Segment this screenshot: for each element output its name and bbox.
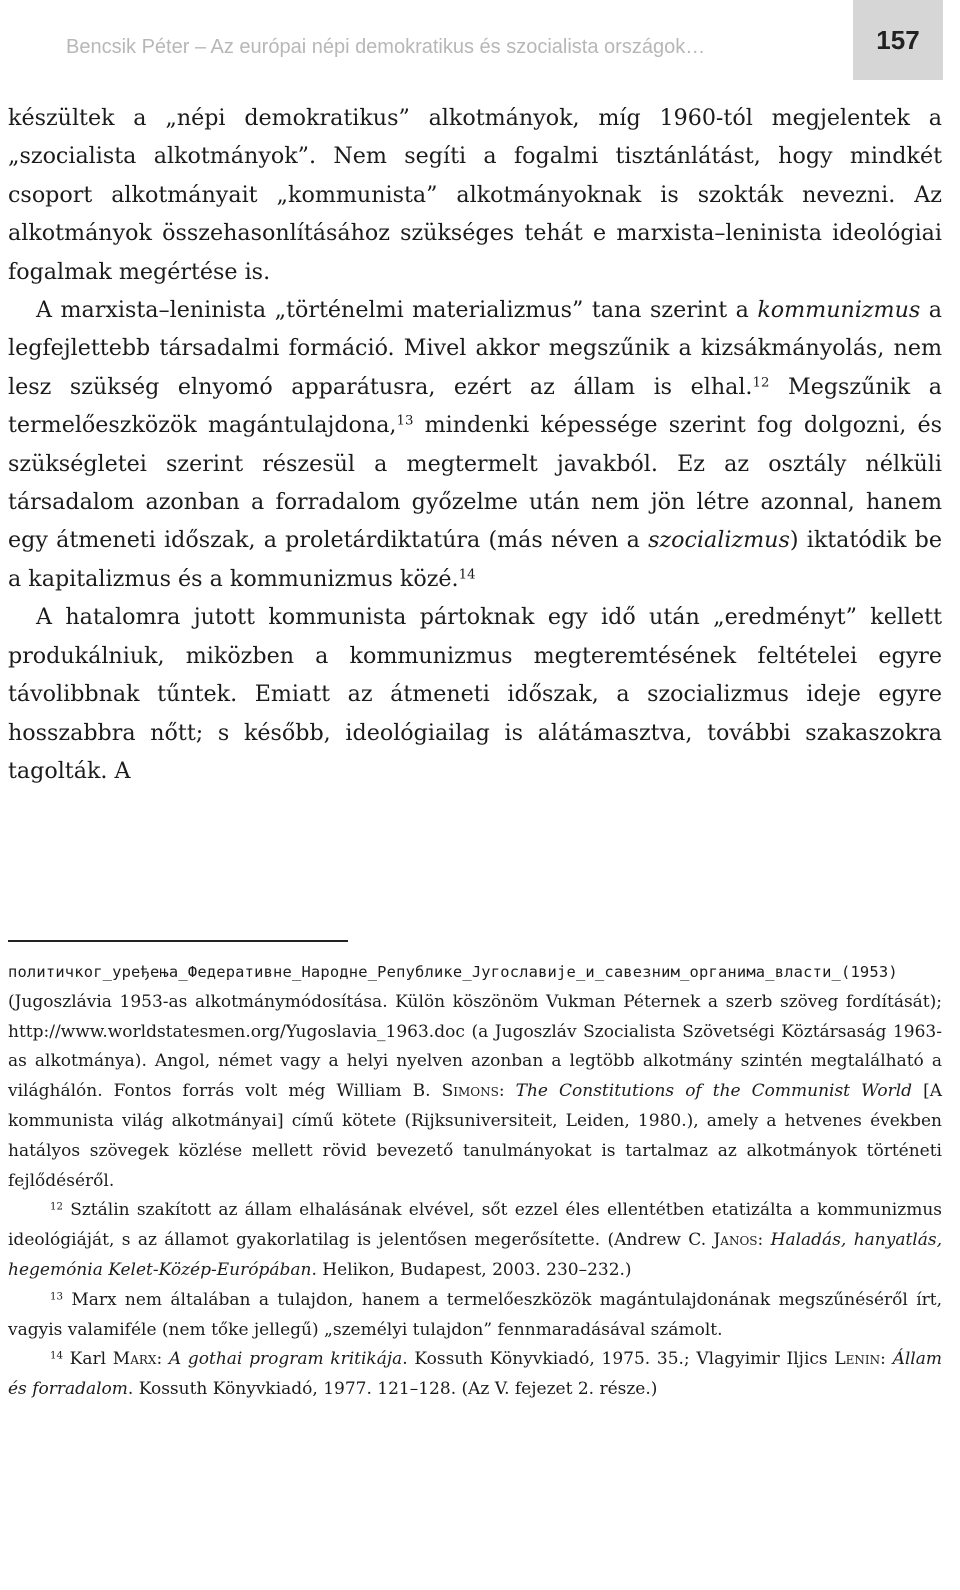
footnote-separator [8, 940, 348, 942]
footnote-ref-14[interactable]: 14 [458, 567, 476, 583]
book-title: A gothai program kritikája [168, 1349, 403, 1370]
paragraph-2-text: a legfejlettebb társadalmi formáció. Mivel akkor megszűnik a kizsákmányolás, nem lesz szükség elnyomó apparátusra, ezért az állam is elhal. [8, 297, 942, 400]
emphasis-szocializmus: szocializmus [648, 527, 790, 554]
footnote-text: : [757, 1230, 771, 1251]
footnote-text: . Kossuth Könyvkiadó, 1975. 35.; Vlagyimir Iljics [402, 1349, 835, 1370]
author-surname: Lenin [834, 1349, 881, 1370]
footnote-text: . Helikon, Budapest, 2003. 230–232.) [311, 1259, 632, 1280]
main-text [8, 99, 942, 790]
author-surname: Simons [441, 1081, 499, 1102]
book-title: Haladás, hanyatlás, hegemónia Kelet-Közép-Európában [8, 1230, 942, 1280]
footnotes [8, 958, 942, 1405]
footnote-text: . Kossuth Könyvkiadó, 1977. 121–128. (Az V. fejezet 2. része.) [127, 1379, 658, 1400]
footnote-text: [A kommunista világ alkotmányai] című kötete (Rijksuniversiteit, Leiden, 1980.), amely a hetvenes években hatályos szövegek közlése mellett rövid bevezető tanulmányokat is tartalmaz az alkotmányok történeti fejlődéséről. [8, 1081, 943, 1191]
footnote-text: Karl [62, 1349, 113, 1370]
running-head-title: Bencsik Péter – Az európai népi demokratikus és szocialista országok… [66, 36, 706, 58]
footnote-text: : [880, 1349, 893, 1370]
footnote-text: Marx nem általában a tulajdon, hanem a termelőeszközök magántulajdonának megszűnéséről írt, vagyis valamiféle (nem tőke jellegű) „személyi tulajdon” fennmaradásával számolt. [8, 1289, 942, 1340]
footnote-14 [8, 1345, 942, 1405]
paragraph-1-text: készültek a „népi demokratikus” alkotmányok, míg 1960-tól megjelentek a „szocialista alkotmányok”. Nem segíti a fogalmi tisztánlátást, hogy mindkét csoport alkotmányait „kommunista” alkotmányoknak is szokták nevezni. Az alkotmányok összehasonlításához szükséges tehát e marxista–leninista ideológiai fogalmak megértése is. [8, 105, 942, 285]
paragraph-3 [8, 598, 942, 790]
footnote-13 [8, 1286, 942, 1346]
serbian-source-title: политичког_уређења_Федеративне_Народне_Републике_Југославије_и_савезним_органима_власти_(1953) [8, 963, 898, 981]
page-number-badge: 157 [853, 0, 943, 80]
author-surname: Marx [112, 1349, 157, 1370]
footnote-text: Sztálin szakított az állam elhalásának elvével, sőt ezzel éles ellentétben etatizálta a kommunizmus ideológiáját, s az államot gyakorlatilag is jelentősen megerősítette. (Andrew C. [8, 1200, 942, 1251]
footnote-11-continuation [8, 958, 942, 1196]
footnote-number: 13 [50, 1291, 63, 1303]
emphasis-kommunizmus: kommunizmus [757, 297, 921, 324]
paragraph-2-text: mindenki képessége szerint fog dolgozni, és szükségletei szerint részesül a megtermelt javakból. Ez az osztály nélküli társadalom azonban a forradalom győzelme után nem jön létre azonnal, hanem egy átmeneti időszak, a proletárdiktatúra (más néven a [8, 412, 942, 554]
paragraph-2-text: A marxista–leninista „történelmi materializmus” tana szerint a [36, 297, 758, 324]
book-title: The Constitutions of the Communist World [515, 1081, 913, 1102]
footnote-ref-13[interactable]: 13 [396, 413, 414, 429]
footnote-text: : [498, 1081, 516, 1102]
footnote-text: (Jugoszlávia 1953-as alkotmánymódosítása. Külön köszönöm Vukman Péternek a szerb szöveg fordítását); http://www.worldstatesmen.org/Yugoslavia_1963.doc (a Jugoszláv Szocialista Szövetségi Köztársaság 1963-as alkotmánya). Angol, német vagy a helyi nyelven azonban a legtöbb alkotmány szintén megtalálható a világhálón. Fontos forrás volt még William B. [8, 991, 942, 1102]
footnote-number: 12 [50, 1201, 63, 1213]
book-title: Állam és forradalom [8, 1349, 942, 1400]
paragraph-2-text: Megszűnik a termelőeszközök magántulajdona, [8, 373, 942, 439]
author-surname: Janos [713, 1230, 758, 1251]
footnote-number: 14 [50, 1350, 63, 1362]
paragraph-2 [8, 291, 942, 598]
footnote-text: : [156, 1349, 169, 1370]
footnote-12 [8, 1196, 942, 1285]
paragraph-3-text: A hatalomra jutott kommunista pártoknak egy idő után „eredményt” kellett produkálniuk, miközben a kommunizmus megteremtésének feltételei egyre távolibbnak tűntek. Emiatt az átmeneti időszak, a szocializmus ideje egyre hosszabbra nőtt; s később, ideológiailag is alátámasztva, további szakaszokra tagolták. A [8, 604, 942, 784]
paragraph-2-text: ) iktatódik be a kapitalizmus és a kommunizmus közé. [8, 527, 942, 592]
paragraph-1 [8, 99, 942, 291]
footnote-ref-12[interactable]: 12 [752, 375, 770, 391]
